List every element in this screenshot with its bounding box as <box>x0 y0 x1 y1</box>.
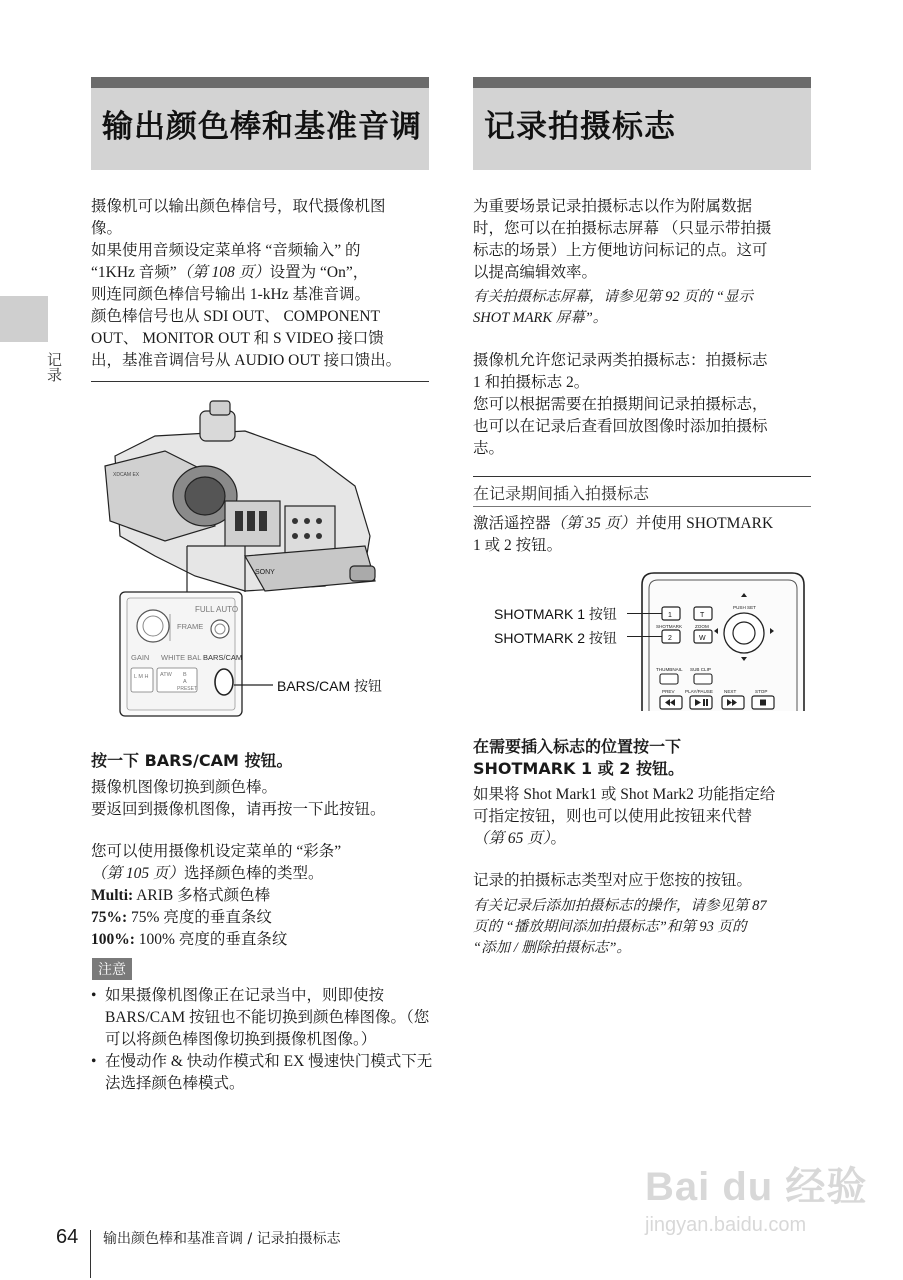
chapter-label: 记录 <box>45 352 63 382</box>
remote-figure <box>640 571 810 716</box>
para-line: 您可以根据需要在拍摄期间记录拍摄标志， <box>473 396 768 413</box>
btn2-label: 2 <box>668 635 672 642</box>
btnT-label: T <box>700 612 705 619</box>
intro-line: OUT、 MONITOR OUT 和 S VIDEO 接口馈 <box>91 330 384 347</box>
right-para2 <box>473 350 818 460</box>
subheading-rule-bottom <box>473 506 811 507</box>
intro-line: 出，基准音调信号从 AUDIO OUT 接口馈出。 <box>91 352 402 369</box>
sub-clip-button[interactable] <box>694 674 712 684</box>
step-line: 摄像机图像切换到颜色棒。 <box>91 779 278 796</box>
gain-lmh-label: L M H <box>134 674 149 680</box>
wb-preset-label: PRESET <box>177 686 198 692</box>
camera-model-label: XDCAM EX <box>113 472 140 478</box>
ref-line: 页的 “播放期间添加拍摄标志”和第 93 页的 <box>473 919 747 935</box>
wb-a-label: A <box>183 679 187 685</box>
right-step-title-2: SHOTMARK 1 或 2 按钮。 <box>473 759 685 778</box>
notes <box>91 985 433 1095</box>
intro-line: 摄像机可以输出颜色棒信号，取代摄像机图 <box>91 198 386 215</box>
type-line: 记录的拍摄标志类型对应于您按的按钮。 <box>473 872 753 889</box>
left-section-header <box>91 77 429 170</box>
shotmark-2-callout: SHOTMARK 2 按钮 <box>494 630 617 646</box>
stop-label: STOP <box>755 689 768 694</box>
option-75: 75%: 75% 亮度的垂直条纹 <box>91 909 272 926</box>
note-badge: 注意 <box>92 958 132 980</box>
gain-label: GAIN <box>131 653 150 662</box>
play-pause-label: PLAY/PAUSE <box>685 689 713 694</box>
ref-line: 有关拍摄标志屏幕，请参见第 92 页的 “显示 <box>473 289 753 305</box>
page-number: 64 <box>56 1226 79 1248</box>
activate-line: 激活遥控器（第 35 页）并使用 SHOTMARK <box>473 515 774 532</box>
divider <box>91 381 429 382</box>
btn1-label: 1 <box>668 612 672 619</box>
full-auto-label: FULL AUTO <box>195 605 239 614</box>
chapter-tab <box>0 296 48 342</box>
left-intro <box>91 196 436 372</box>
btnW-label: W <box>699 635 706 642</box>
ref-line: SHOT MARK 屏幕”。 <box>473 310 608 326</box>
menu-line: 您可以使用摄像机设定菜单的 “彩条” <box>91 843 342 860</box>
next-label: NEXT <box>724 689 737 694</box>
wb-b-label: B <box>183 672 187 678</box>
baidu-watermark <box>645 1155 867 1237</box>
intro-line: 颜色棒信号也从 SDI OUT、 COMPONENT <box>91 308 380 325</box>
para-line: 志。 <box>473 440 505 457</box>
note-item: • 在慢动作 & 快动作模式和 EX 慢速快门模式下无法选择颜色棒模式。 <box>91 1051 433 1095</box>
right-heading: 记录拍摄标志 <box>484 109 676 145</box>
subheading-rule-top <box>473 476 811 477</box>
step-line: 如果将 Shot Mark1 或 Shot Mark2 功能指定给 <box>473 786 776 803</box>
right-step-title-1: 在需要插入标志的位置按一下 <box>473 737 682 756</box>
footer-title: 输出颜色棒和基准音调 / 记录拍摄标志 <box>103 1231 341 1247</box>
ref-line: 有关记录后添加拍摄标志的操作，请参见第 87 <box>473 898 767 914</box>
activate-line: 1 或 2 按钮。 <box>473 537 563 554</box>
camera-brand: SONY <box>255 569 275 576</box>
bars-cam-button[interactable] <box>215 669 233 695</box>
thumbnail-label: THUMBNAIL <box>656 667 683 672</box>
para-line: 1 和拍摄标志 2。 <box>473 374 590 391</box>
intro-line: 以提高编辑效率。 <box>473 264 598 281</box>
right-section-header <box>473 77 811 170</box>
page-ref: （第 105 页） <box>91 865 185 882</box>
atw-label: ATW <box>160 672 172 678</box>
shotmark-label: SHOTMARK <box>656 624 683 629</box>
left-step-title: 按一下 BARS/CAM 按钮。 <box>91 751 293 770</box>
intro-line: 标志的场景）上方便地访问标记的点。这可 <box>473 242 768 259</box>
left-step-body <box>91 777 436 821</box>
white-bal-label: WHITE BAL <box>161 653 202 662</box>
push-set-label: PUSH SET <box>733 605 756 610</box>
intro-line: 如果使用音频设定菜单将 “音频输入” 的 <box>91 242 361 259</box>
subheading: 在记录期间插入拍摄标志 <box>473 484 650 503</box>
callout-line-2 <box>627 636 662 637</box>
stop-icon <box>760 700 766 706</box>
bars-cam-label: BARS/CAM <box>203 653 243 662</box>
ref-line: “添加 / 删除拍摄标志”。 <box>473 940 631 956</box>
shotmark-1-callout: SHOTMARK 1 按钮 <box>494 606 617 622</box>
bars-cam-callout: BARS/CAM 按钮 <box>277 678 383 694</box>
frame-label: FRAME <box>177 622 204 631</box>
note-item: • 如果摄像机图像正在记录当中，则即使按 BARS/CAM 按钮也不能切换到颜色棒图像。（您可以将颜色棒图像切换到摄像机图像。） <box>91 985 433 1051</box>
para-line: 摄像机允许您记录两类拍摄标志：拍摄标志 <box>473 352 768 369</box>
page-ref: （第 65 页） <box>473 830 551 847</box>
intro-line: “1KHz 音频”（第 108 页）设置为 “On”， <box>91 264 369 281</box>
intro-line: 则连同颜色棒信号输出 1-kHz 基准音调。 <box>91 286 370 303</box>
step-line: （第 65 页）。 <box>473 830 567 847</box>
footer-divider <box>90 1230 91 1278</box>
shot-mark-screen-ref <box>473 287 818 329</box>
intro-line: 为重要场景记录拍摄标志以作为附属数据 <box>473 198 753 215</box>
prev-label: PREV <box>662 689 675 694</box>
option-multi: Multi: ARIB 多格式颜色棒 <box>91 887 271 904</box>
intro-line: 像。 <box>91 220 123 237</box>
add-mark-ref <box>473 896 818 959</box>
activate-remote <box>473 513 818 557</box>
watermark-logo: Bai du 经验 <box>645 1165 868 1209</box>
option-100: 100%: 100% 亮度的垂直条纹 <box>91 931 288 948</box>
step-line: 可指定按钮，则也可以使用此按钮来代替 <box>473 808 753 825</box>
zoom-label: ZOOM <box>695 624 709 629</box>
menu-line: （第 105 页）选择颜色棒的类型。 <box>91 865 324 882</box>
color-bar-types <box>91 841 436 951</box>
page-ref: （第 108 页） <box>176 264 270 281</box>
thumbnail-button[interactable] <box>660 674 678 684</box>
watermark-url: jingyan.baidu.com <box>645 1214 807 1236</box>
left-heading: 输出颜色棒和基准音调 <box>102 109 422 145</box>
sub-clip-label: SUB CLIP <box>690 667 711 672</box>
right-intro <box>473 196 818 284</box>
intro-line: 时，您可以在拍摄标志屏幕 （只显示带拍摄 <box>473 220 772 237</box>
right-step-body <box>473 784 818 850</box>
remote-illustration <box>640 571 810 716</box>
callout-line-1 <box>627 613 662 614</box>
step-line: 要返回到摄像机图像，请再按一下此按钮。 <box>91 801 386 818</box>
para-line: 也可以在记录后查看回放图像时添加拍摄标 <box>473 418 768 435</box>
page-ref: （第 35 页） <box>550 515 636 532</box>
